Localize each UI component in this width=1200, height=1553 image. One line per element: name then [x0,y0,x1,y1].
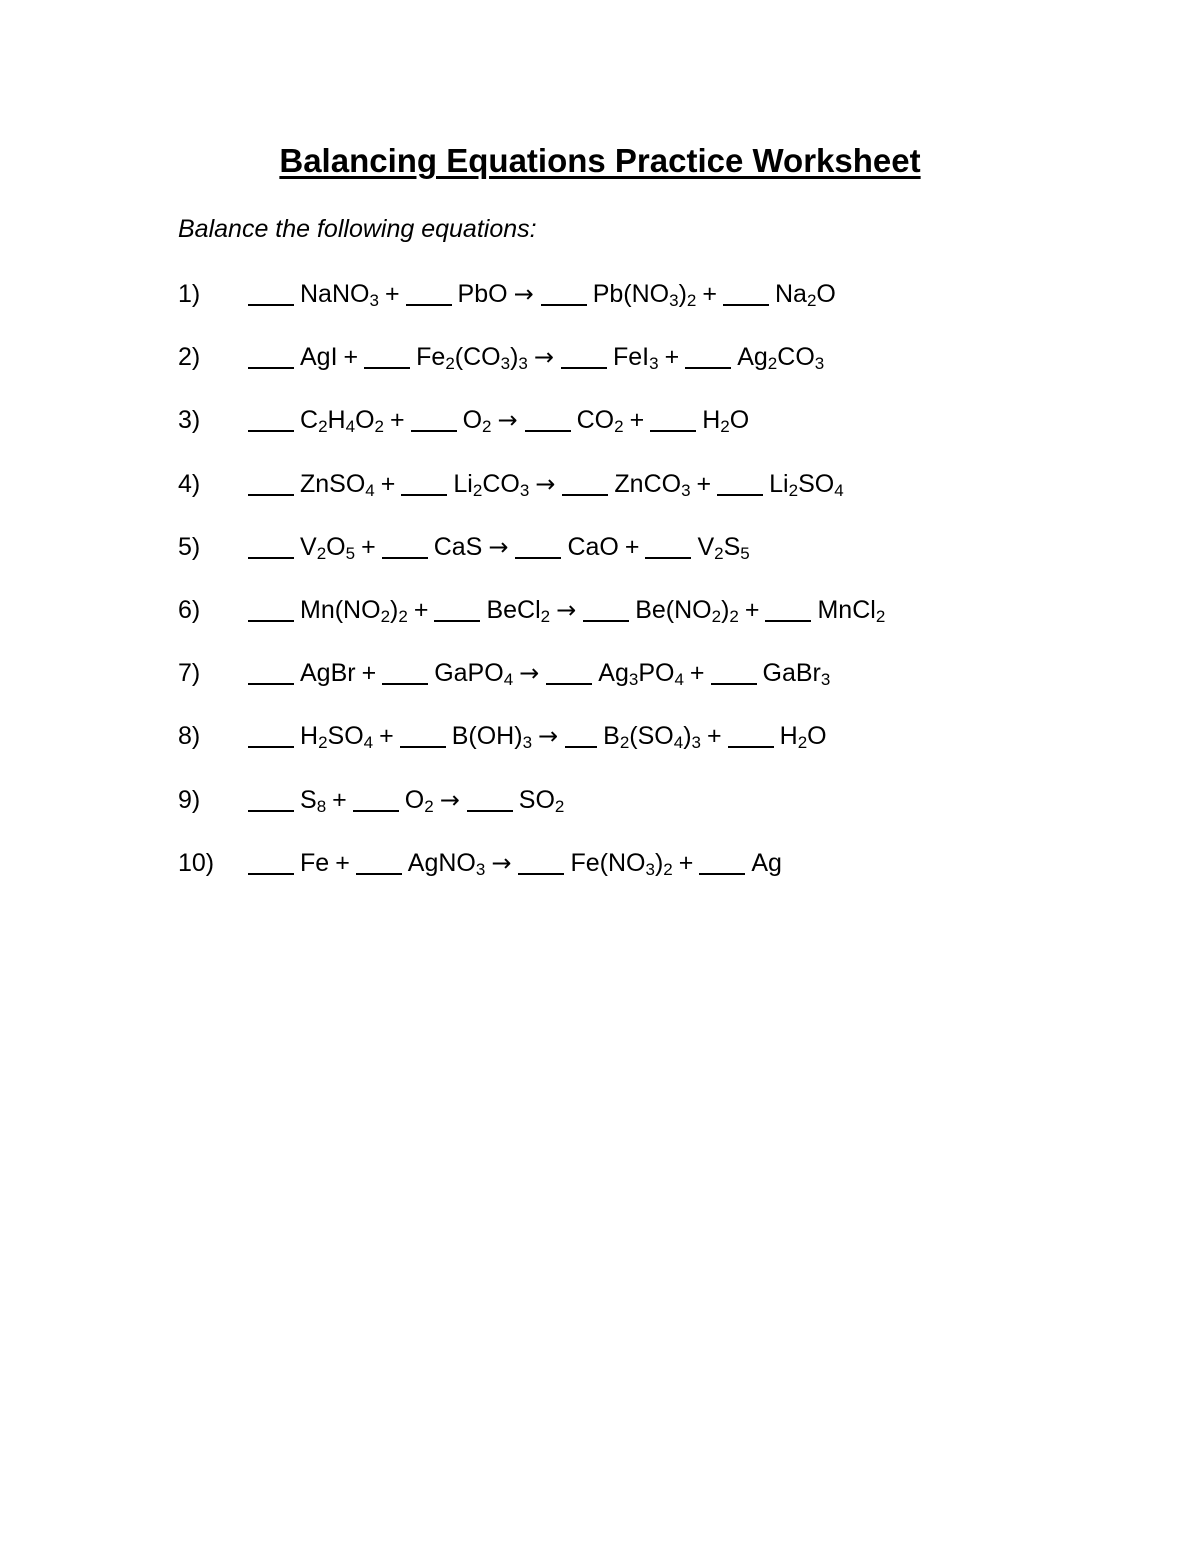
plus-sign: + [379,722,394,750]
chemical-formula [452,722,532,750]
formula-text: ) [390,596,399,624]
formula-subscript: 3 [475,860,486,879]
formula-subscript: 3 [814,354,825,373]
equation-number: 2) [178,343,201,371]
plus-sign: + [744,596,760,624]
plus-sign: + [332,786,347,814]
chemical-formula [702,406,749,434]
chemical-formula [614,470,690,498]
equation-row [178,718,827,754]
formula-text: GaBr [762,659,821,687]
arrow-icon: → [556,596,577,624]
equation-body [248,845,782,881]
chemical-formula [408,849,486,877]
equation-body [248,782,564,818]
formula-text: V [697,533,715,561]
arrow-icon: → [533,343,554,371]
formula-text: Mn(NO [300,596,381,624]
chemical-formula [577,406,624,434]
arrow-icon: → [513,280,534,308]
formula-subscript: 2 [767,354,778,373]
equation-row [178,339,824,375]
formula-text: S [723,533,741,561]
coefficient-blank[interactable] [400,720,446,748]
coefficient-blank[interactable] [546,657,592,685]
formula-text: O [816,280,836,308]
formula-text: O [404,786,425,814]
formula-subscript: 4 [503,670,514,689]
coefficient-blank[interactable] [248,404,294,432]
formula-subscript: 2 [380,607,391,626]
chemical-formula [300,533,355,561]
formula-subscript: 8 [316,797,327,816]
plus-sign: + [624,533,640,561]
formula-text: ) [510,343,519,371]
coefficient-blank[interactable] [711,657,757,685]
chemical-formula [300,596,408,624]
equation-number: 9) [178,786,201,814]
chemical-formula [763,659,831,687]
equation-number: 8) [178,722,201,750]
equation-number: 7) [178,659,201,687]
arrow-icon: → [538,722,559,750]
coefficient-blank[interactable] [645,531,691,559]
coefficient-blank[interactable] [562,468,608,496]
chemical-formula [570,849,672,877]
coefficient-blank[interactable] [518,847,564,875]
coefficient-blank[interactable] [765,594,811,622]
chemical-formula [416,343,528,371]
coefficient-blank[interactable] [541,278,587,306]
formula-subscript: 2 [482,417,492,436]
formula-subscript: 2 [318,417,328,436]
formula-text: PbO [457,280,508,308]
formula-text: Na [774,280,807,308]
formula-subscript: 2 [316,544,327,563]
formula-subscript: 4 [363,733,374,752]
chemical-formula [463,406,492,434]
chemical-formula [300,280,379,308]
equation-body [248,402,749,438]
equation-row [178,402,749,438]
equation-row [178,655,830,691]
plus-sign: + [343,343,359,371]
equation-number: 1) [178,280,201,308]
formula-subscript: 2 [445,354,455,373]
equation-body [248,339,824,375]
plus-sign: + [413,596,429,624]
formula-subscript: 2 [663,860,673,879]
formula-text: Li [453,470,473,498]
formula-text: AgBr [300,659,356,687]
formula-text: ) [654,849,664,877]
chemical-formula [300,849,329,877]
coefficient-blank[interactable] [699,847,745,875]
formula-text: Fe [300,849,330,877]
coefficient-blank[interactable] [515,531,561,559]
chemical-formula [567,533,618,561]
arrow-icon: → [519,659,540,687]
plus-sign: + [678,849,694,877]
coefficient-blank[interactable] [525,404,571,432]
formula-text: O [355,406,375,434]
chemical-formula [769,470,844,498]
equation-body [248,276,836,312]
arrow-icon: → [535,470,556,498]
equation-row [178,529,750,565]
plus-sign: + [707,722,722,750]
plus-sign: + [689,659,705,687]
formula-text: CaO [567,533,619,561]
plus-sign: + [335,849,350,877]
coefficient-blank[interactable] [723,278,769,306]
equation-row [178,466,844,502]
formula-subscript: 4 [834,481,844,500]
coefficient-blank[interactable] [382,531,428,559]
worksheet-title: Balancing Equations Practice Worksheet [279,142,921,179]
formula-text: MnCl [817,596,876,624]
arrow-icon: → [497,406,518,434]
formula-text: SO [327,722,364,750]
formula-text: O [729,406,750,434]
formula-subscript: 2 [797,733,808,752]
formula-text: S [300,786,317,814]
formula-text: C [300,406,319,434]
formula-subscript: 3 [681,481,691,500]
coefficient-blank[interactable] [248,784,294,812]
formula-subscript: 2 [318,733,328,752]
formula-text: CO [482,470,520,498]
formula-text: CaS [433,533,483,561]
equation-number: 6) [178,596,201,624]
formula-subscript: 5 [345,544,356,563]
chemical-formula [453,470,529,498]
formula-subscript: 2 [614,417,624,436]
formula-subscript: 3 [820,670,831,689]
formula-subscript: 2 [540,607,551,626]
plus-sign: + [696,470,712,498]
coefficient-blank[interactable] [728,720,774,748]
chemical-formula [300,786,326,814]
coefficient-blank[interactable] [685,341,731,369]
coefficient-blank[interactable] [248,278,294,306]
coefficient-blank[interactable] [248,341,294,369]
formula-subscript: 3 [518,354,528,373]
formula-text: Ag [598,659,629,687]
arrow-icon: → [488,533,509,561]
formula-subscript: 2 [788,481,799,500]
formula-text: Pb(NO [592,280,670,308]
formula-subscript: 5 [740,544,750,563]
coefficient-blank[interactable] [401,468,447,496]
chemical-formula [593,280,697,308]
plus-sign: + [361,533,376,561]
formula-subscript: 3 [522,733,533,752]
formula-text: SO [518,786,555,814]
coefficient-blank[interactable] [364,341,410,369]
formula-subscript: 2 [472,481,483,500]
formula-text: FeI [613,343,650,371]
arrow-icon: → [491,849,512,877]
formula-subscript: 2 [714,544,724,563]
equation-number: 3) [178,406,201,434]
coefficient-blank[interactable] [467,784,513,812]
formula-text: O [462,406,483,434]
formula-subscript: 3 [649,354,659,373]
formula-text: B [603,722,620,750]
formula-subscript: 3 [500,354,511,373]
formula-text: Ag [737,343,768,371]
formula-subscript: 2 [711,607,722,626]
formula-text: ) [721,596,730,624]
formula-subscript: 2 [424,797,434,816]
coefficient-blank[interactable] [248,657,294,685]
coefficient-blank[interactable] [248,468,294,496]
coefficient-blank[interactable] [583,594,629,622]
formula-text: H [779,722,798,750]
chemical-formula [613,343,659,371]
formula-subscript: 2 [875,607,886,626]
equation-body [248,529,750,565]
chemical-formula [737,343,824,371]
coefficient-blank[interactable] [411,404,457,432]
formula-text: CO [777,343,815,371]
formula-text: Be(NO [635,596,712,624]
formula-subscript: 4 [673,733,684,752]
chemical-formula [405,786,434,814]
formula-text: Fe(NO [570,849,646,877]
formula-text: ) [683,722,692,750]
formula-text: GaPO [434,659,504,687]
chemical-formula [434,659,513,687]
formula-subscript: 3 [645,860,655,879]
plus-sign: + [361,659,377,687]
coefficient-blank[interactable] [650,404,696,432]
equation-body [248,655,830,691]
equation-row [178,845,782,881]
chemical-formula [751,849,782,877]
formula-subscript: 3 [369,291,379,310]
chemical-formula [434,533,483,561]
chemical-formula [300,470,375,498]
chemical-formula [300,406,384,434]
coefficient-blank[interactable] [561,341,607,369]
chemical-formula [817,596,885,624]
formula-text: NaNO [300,280,370,308]
formula-subscript: 4 [674,670,684,689]
formula-text: O [326,533,346,561]
formula-subscript: 2 [729,607,739,626]
formula-subscript: 2 [554,797,565,816]
worksheet-instructions: Balance the following equations: [178,215,537,243]
formula-subscript: 2 [398,607,408,626]
chemical-formula [603,722,701,750]
coefficient-blank[interactable] [353,784,399,812]
chemical-formula [300,722,373,750]
coefficient-blank[interactable] [248,847,294,875]
equation-body [248,592,885,628]
formula-text: (CO [454,343,501,371]
equation-number: 4) [178,470,201,498]
plus-sign: + [389,406,405,434]
equation-row [178,782,564,818]
formula-subscript: 3 [691,733,702,752]
chemical-formula [775,280,836,308]
chemical-formula [458,280,508,308]
chemical-formula [486,596,550,624]
coefficient-blank[interactable] [356,847,402,875]
formula-subscript: 2 [720,417,730,436]
coefficient-blank[interactable] [406,278,452,306]
chemical-formula [780,722,827,750]
chemical-formula [635,596,739,624]
formula-text: ZnCO [614,470,682,498]
coefficient-blank[interactable] [248,594,294,622]
formula-text: BeCl [486,596,541,624]
coefficient-blank[interactable] [248,720,294,748]
chemical-formula [598,659,684,687]
formula-text: ) [678,280,687,308]
formula-text: PO [638,659,675,687]
coefficient-blank[interactable] [717,468,763,496]
formula-text: V [300,533,317,561]
plus-sign: + [664,343,680,371]
equation-row [178,592,885,628]
coefficient-blank[interactable] [248,531,294,559]
formula-subscript: 2 [806,291,817,310]
formula-text: CO [576,406,615,434]
formula-text: Ag [751,849,782,877]
chemical-formula [519,786,565,814]
formula-text: H [327,406,346,434]
coefficient-blank[interactable] [434,594,480,622]
formula-subscript: 3 [628,670,639,689]
plus-sign: + [380,470,396,498]
plus-sign: + [629,406,645,434]
formula-text: B(OH) [451,722,523,750]
formula-text: O [807,722,827,750]
equation-row [178,276,836,312]
formula-text: H [300,722,319,750]
formula-subscript: 4 [345,417,356,436]
equation-body [248,718,827,754]
chemical-formula [300,343,338,371]
formula-subscript: 3 [669,291,679,310]
equation-body [248,466,844,502]
formula-subscript: 2 [686,291,697,310]
formula-text: Li [769,470,789,498]
formula-text: SO [798,470,835,498]
formula-subscript: 4 [365,481,375,500]
plus-sign: + [702,280,717,308]
equation-number: 5) [178,533,201,561]
equation-number: 10) [178,849,215,877]
chemical-formula [300,659,356,687]
chemical-formula [697,533,749,561]
formula-subscript: 3 [519,481,530,500]
formula-text: AgI [300,343,338,371]
formula-text: H [702,406,721,434]
plus-sign: + [384,280,400,308]
formula-text: Fe [416,343,446,371]
formula-subscript: 2 [619,733,630,752]
coefficient-blank[interactable] [565,720,597,748]
formula-subscript: 2 [374,417,384,436]
arrow-icon: → [439,786,460,814]
formula-text: ZnSO [300,470,366,498]
formula-text: (SO [629,722,674,750]
formula-text: AgNO [407,849,476,877]
coefficient-blank[interactable] [382,657,428,685]
